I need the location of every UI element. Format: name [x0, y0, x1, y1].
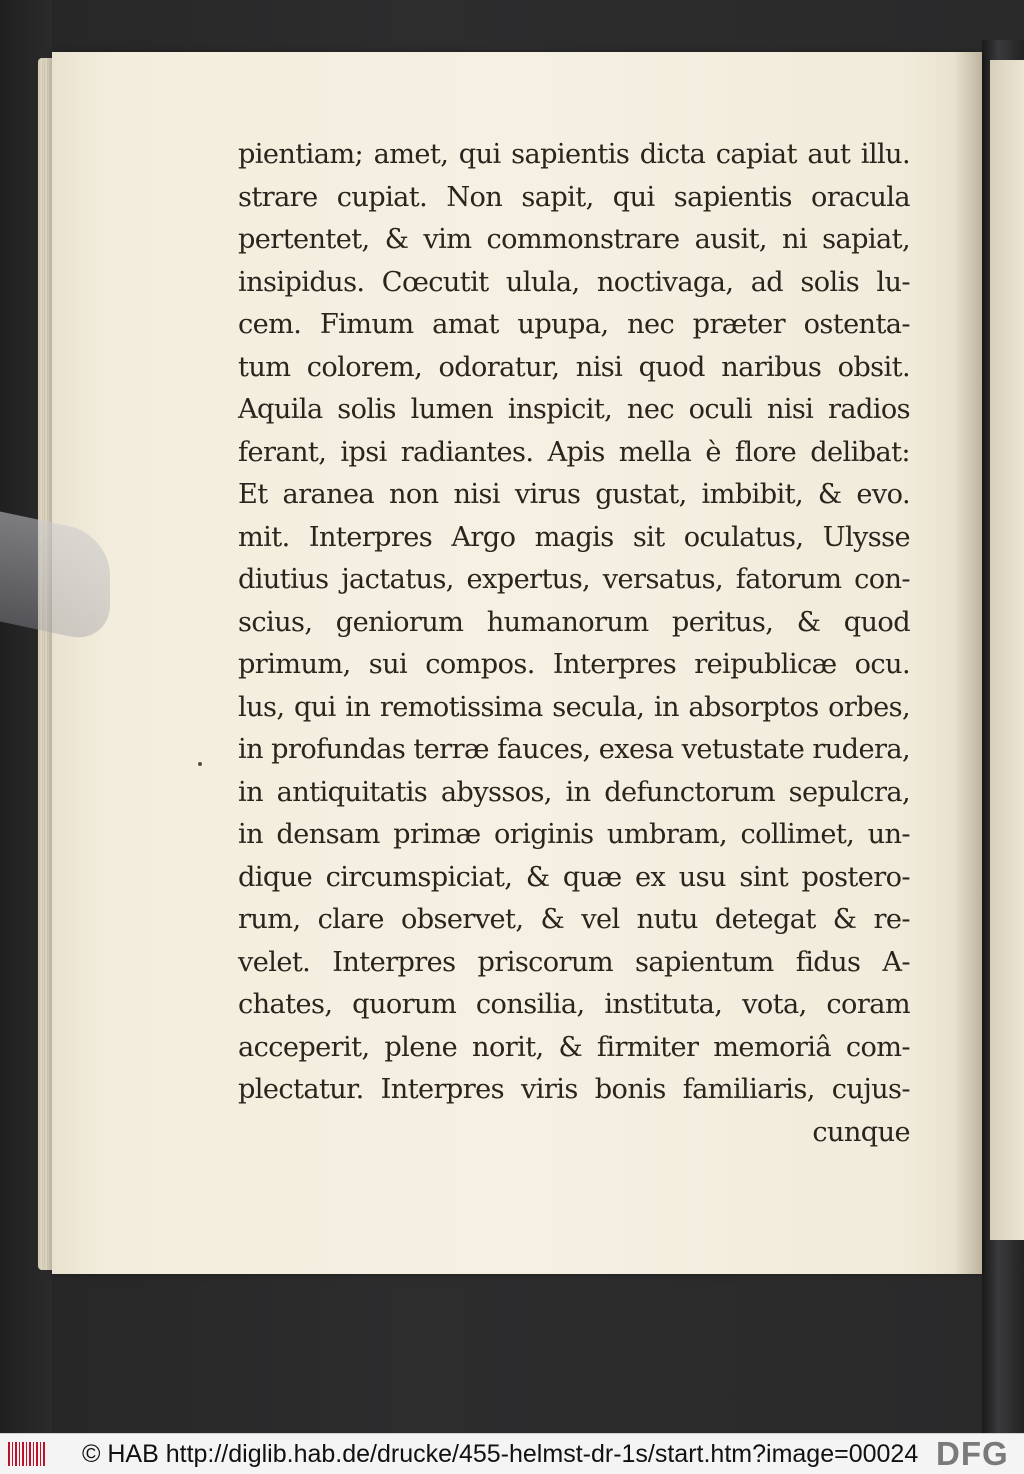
dfg-logo: DFG: [936, 1435, 1009, 1472]
facing-page-sliver: [990, 60, 1024, 1240]
text-line: in antiquitatis abyssos, in defunctorum sepulcra,: [238, 776, 910, 808]
text-line: ferant, ipsi radiantes. Apis mella è flore delibat:: [238, 436, 910, 468]
text-line: acceperit, plene norit, & firmiter memoriâ com-: [238, 1031, 910, 1063]
text-line: Aquila solis lumen inspicit, nec oculi nisi radios: [238, 394, 910, 425]
viewer-footer: [0, 1433, 1024, 1474]
text-line: Et aranea non nisi virus gustat, imbibit, & evo.: [238, 479, 910, 510]
page-gutter-shadow: [954, 52, 982, 1274]
text-line: plectatur. Interpres viris bonis familiaris, cujus-: [238, 1074, 910, 1105]
text-line: pientiam; amet, qui sapientis dicta capiat aut illu.: [238, 139, 910, 170]
text-line: diutius jactatus, expertus, versatus, fatorum con-: [238, 564, 910, 595]
catchword: cunque: [812, 1116, 910, 1148]
text-line: cem. Fimum amat upupa, nec præter ostenta-: [238, 309, 910, 340]
text-line: primum, sui compos. Interpres reipublicæ ocu.: [238, 649, 910, 680]
text-line: mit. Interpres Argo magis sit oculatus, Ulysse: [238, 521, 910, 553]
ink-speck: [198, 762, 202, 766]
text-line: in densam primæ originis umbram, collimet, un-: [238, 819, 910, 850]
text-line: lus, qui in remotissima secula, in absorptos orbes,: [238, 691, 910, 723]
barcode-icon: [8, 1442, 46, 1466]
text-line: strare cupiat. Non sapit, qui sapientis oracula: [238, 181, 910, 213]
text-line: tum colorem, odoratur, nisi quod naribus obsit.: [238, 351, 910, 383]
text-line: in profundas terræ fauces, exesa vetustate rudera,: [238, 734, 910, 765]
text-line: chates, quorum consilia, instituta, vota, coram: [238, 989, 910, 1020]
text-line: dique circumspiciat, & quæ ex usu sint postero-: [238, 861, 910, 893]
page-text: [238, 134, 910, 1154]
text-line: insipidus. Cœcutit ulula, noctivaga, ad solis lu-: [238, 266, 910, 298]
copyright-link[interactable]: © HAB http://diglib.hab.de/drucke/455-helmst-dr-1s/start.htm?image=00024: [82, 1440, 919, 1468]
text-line: scius, geniorum humanorum peritus, & quod: [238, 606, 910, 638]
text-line: rum, clare observet, & vel nutu detegat & re-: [238, 904, 910, 935]
book-page: [52, 52, 982, 1274]
text-line: pertentet, & vim commonstrare ausit, ni sapiat,: [238, 224, 910, 255]
text-line: velet. Interpres priscorum sapientum fidus A-: [238, 946, 910, 978]
